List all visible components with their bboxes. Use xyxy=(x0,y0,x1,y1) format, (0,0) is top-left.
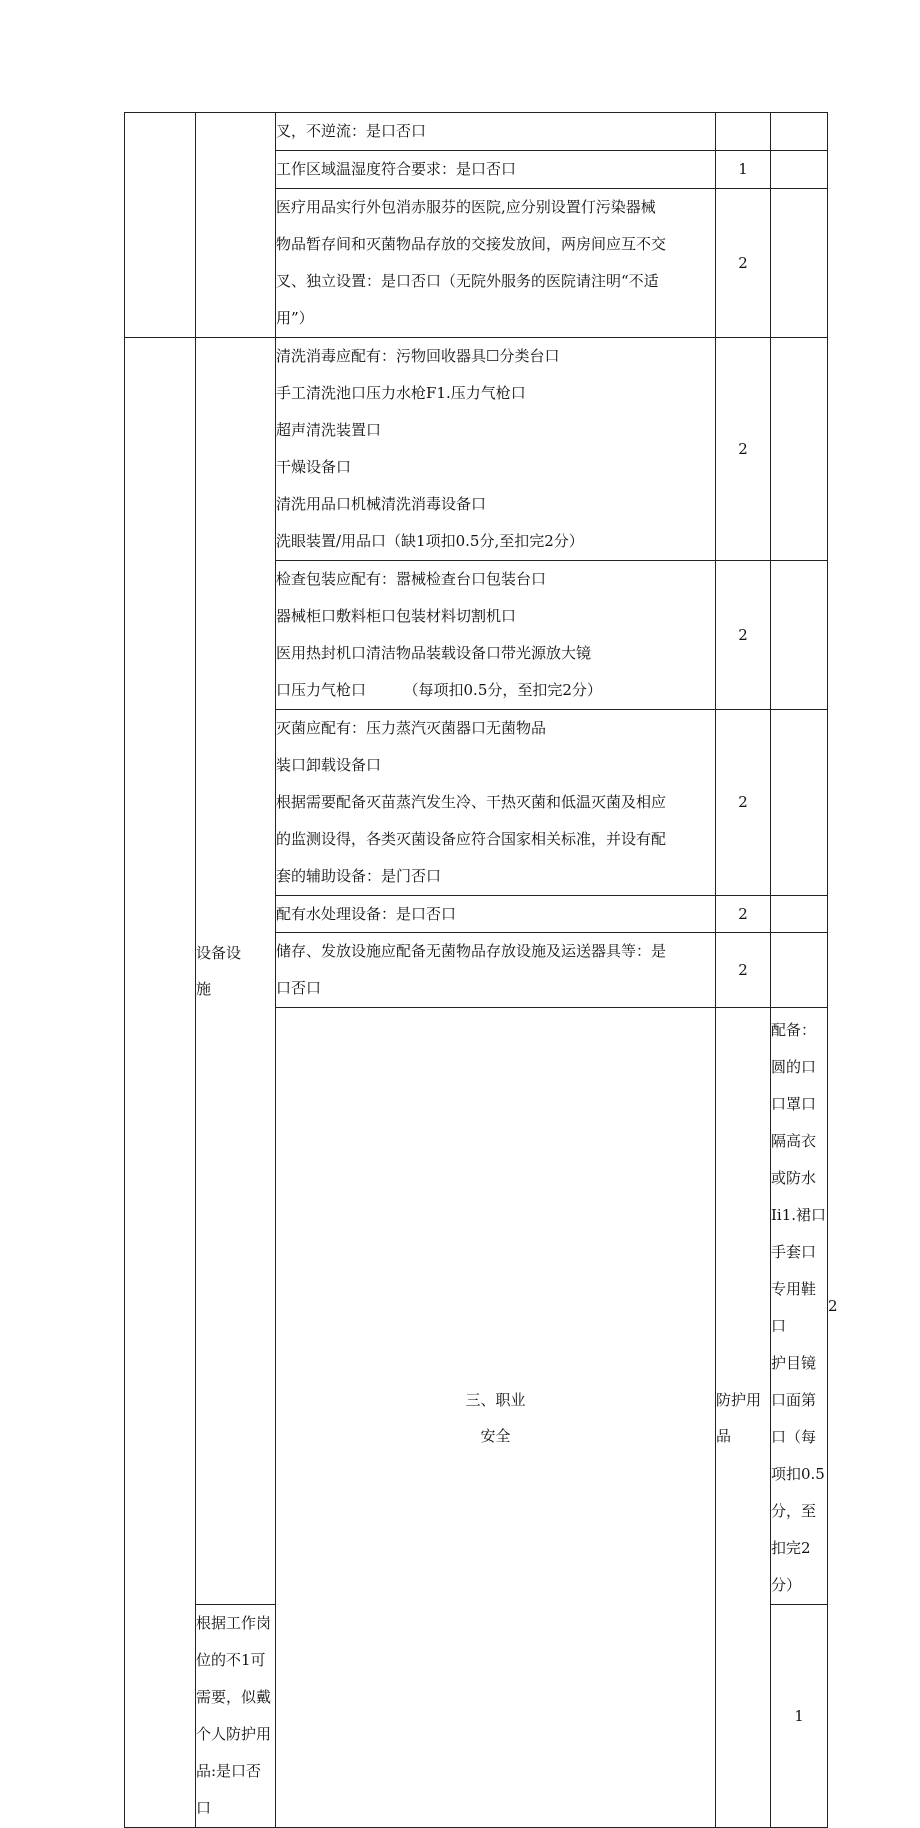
item-cell: 清洗消毒应配有：污物回收器具☐分类台口 手工清洗池口压力水枪F1.压力气枪口 超声清洗装置口 干燥设备口 清洗用品口机械清洗消毒设备口 洗眼装置/用品口（缺1项扣0.5分,至扣完2分） xyxy=(276,338,716,561)
result-cell xyxy=(771,933,828,1008)
result-cell xyxy=(771,338,828,561)
item-cell: 医疗用品实行外包消赤服芬的医院,应分别设置仃污染器械 物品暂存间和灭菌物品存放的交接发放间，两房间应互不交 叉、独立设置：是口否口（无院外服务的医院请注明“不适 用”） xyxy=(276,189,716,338)
inspection-table xyxy=(124,112,838,1828)
score-cell: 2 xyxy=(716,189,771,338)
subcategory-cell-empty xyxy=(196,113,276,338)
result-cell xyxy=(771,189,828,338)
score-cell: 1 xyxy=(771,1605,828,1828)
result-cell xyxy=(771,113,828,151)
category-occupational-safety: 三、职业 安全 xyxy=(276,1008,716,1828)
table-row: 三、职业 安全 防护用 品 配备：圆的口口罩口隔高衣或防水Ii1.裙口手套口专用鞋口 护目镜口面第口（每项扣0.5分，至扣完2分） 2 xyxy=(125,1008,828,1605)
category-cell-empty xyxy=(125,113,196,338)
category-cell-empty xyxy=(125,338,196,1828)
score-cell: 2 xyxy=(716,933,771,1008)
result-cell xyxy=(771,151,828,189)
subcategory-protective-equipment: 防护用 品 xyxy=(716,1008,771,1828)
score-cell xyxy=(716,113,771,151)
item-cell: 灭菌应配有：压力蒸汽灭菌器口无菌物品 装口卸载设备口 根据需要配备灭苗蒸汽发生冷、干热灭菌和低温灭菌及相应 的监测设得，各类灭菌设备应符合国家相关标准，并设有配 套的辅助设备：是门否口 xyxy=(276,710,716,896)
item-cell: 检查包装应配有：嚣械检查台口包装台口 器械柜口敷料柜口包装材料切割机口 医用热封机口清洁物品装载设备口带光源放大镜 口压力气枪口 （每项扣0.5分，至扣完2分） xyxy=(276,561,716,710)
score-cell: 2 xyxy=(716,710,771,896)
item-cell: 储存、发放设施应配备无菌物品存放设施及运送器具等：是 口否口 xyxy=(276,933,716,1008)
table-row xyxy=(125,338,828,561)
item-cell: 根据工作岗位的不1可需要，似戴个人防护用 品:是口否口 xyxy=(196,1605,276,1828)
table-row xyxy=(125,113,828,151)
score-cell: 1 xyxy=(716,151,771,189)
result-cell xyxy=(771,710,828,896)
item-cell: 工作区域温湿度符合要求：是口否口 xyxy=(276,151,716,189)
item-cell: 配有水处理设备：是口否口 xyxy=(276,896,716,933)
score-cell: 2 xyxy=(716,896,771,933)
result-cell xyxy=(771,896,828,933)
item-cell: 配备：圆的口口罩口隔高衣或防水Ii1.裙口手套口专用鞋口 护目镜口面第口（每项扣0.5分，至扣完2分） xyxy=(771,1008,828,1605)
item-cell: 叉，不逆流：是口否口 xyxy=(276,113,716,151)
score-cell: 2 xyxy=(716,338,771,561)
score-cell: 2 xyxy=(716,561,771,710)
result-cell xyxy=(771,561,828,710)
subcategory-equipment: 设备设 施 xyxy=(196,338,276,1605)
